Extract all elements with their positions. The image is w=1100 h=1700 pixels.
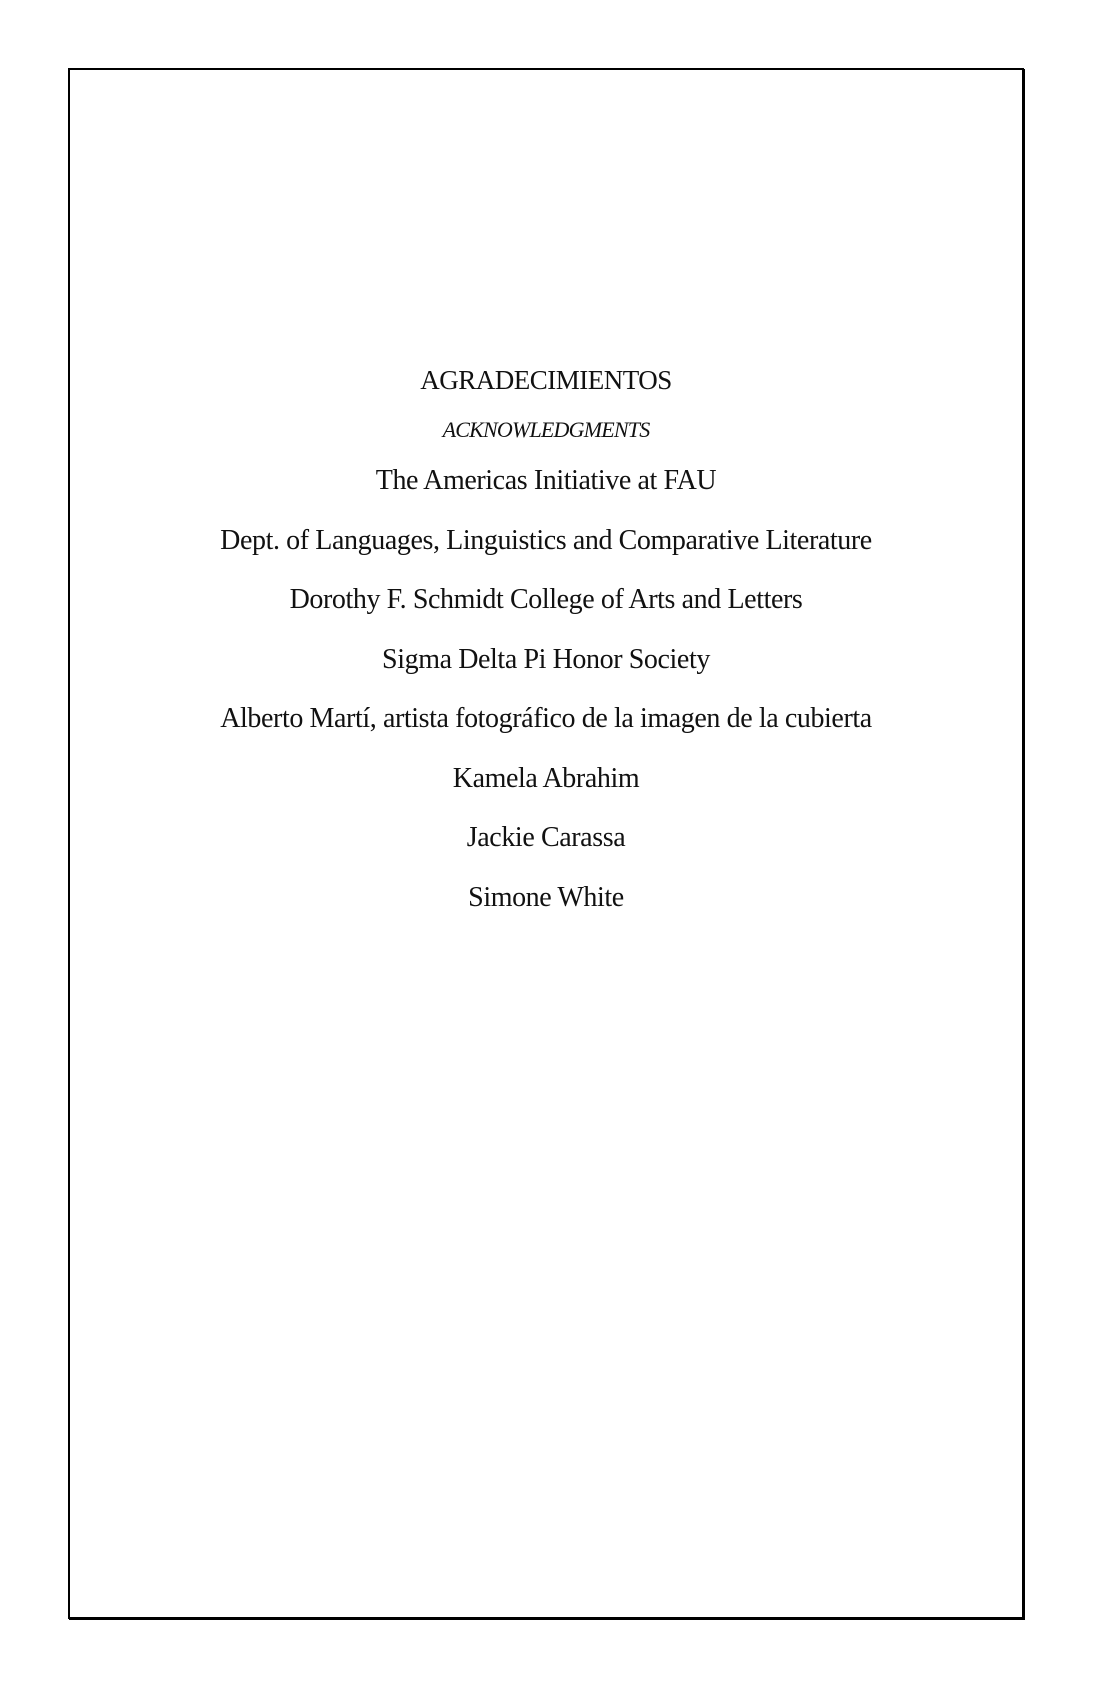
list-item: Dept. of Languages, Linguistics and Comparative Literature xyxy=(220,524,872,556)
list-item: Jackie Carassa xyxy=(466,822,626,853)
list-item: Kamela Abrahim xyxy=(452,762,640,794)
acknowledgments-list xyxy=(70,461,1022,918)
list-item: Simone White xyxy=(468,881,624,913)
list-item: Sigma Delta Pi Honor Society xyxy=(382,643,710,675)
page-title: AGRADECIMIENTOS xyxy=(420,365,672,395)
acknowledgments-section xyxy=(70,360,1022,937)
list-item: Alberto Martí, artista fotográfico de la imagen de la cubierta xyxy=(220,703,872,734)
page-subtitle: ACKNOWLEDGMENTS xyxy=(442,417,650,442)
list-item: The Americas Initiative at FAU xyxy=(375,465,717,496)
list-item: Dorothy F. Schmidt College of Arts and Letters xyxy=(289,584,803,615)
